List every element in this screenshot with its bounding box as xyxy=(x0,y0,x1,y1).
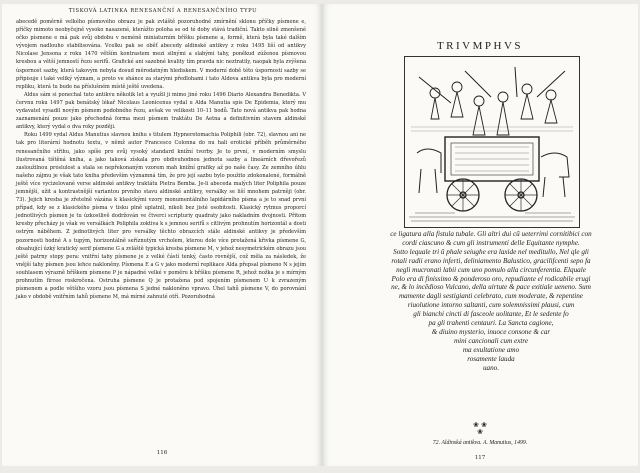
text-line: uano. xyxy=(482,363,500,372)
page-number-right: 117 xyxy=(474,455,486,461)
text-line: cordi ciascuno & cum gli instrumenti delle Equitante nymphe. xyxy=(402,238,580,247)
woodcut-illustration xyxy=(404,56,580,228)
paragraph: abecedě poměrně velkého písmového obrazu je pak zvláště pozoruhodné zmírnění sklonu příčky písmene e, příčky mimoto neobyčejně vysoko nasazené, kterážto poloha se od té doby stává tradiční. Takto silně zmenšené očko písmene e má pak svůj obdobu v neméně miniaturním bříšku písmene a, formě, která byla také dalším vývojem nadlouho stabilisována. Vcelku pak se oběť abecedy aldinské antikvy z roku 1495 liší od antikvy Nicolase Jensona z roku 1470 větším kontrastem mezi silnými a slabými tahy, poněkud zúženou písmovou kresbou a větší jemností řezu serifů. Grafické ani sazebné kvality tím pravda nic neztratily, naopak byla zvýšena úspornost sazby, která takovým nebyla dosud měrodatným hlediskem. V moderní době této úspornosti sazby se připisuje i také veliký význam, a proto ve shánce za starými předlohami i tato Aldova antikva byla pro moderní repliku, která tu bude na příslušném místě ještě uvedena. xyxy=(16,19,306,90)
text-line: pa gli trahenti centauri. La Sancta cagione, xyxy=(428,319,554,328)
fleuron-ornament xyxy=(322,422,638,436)
figure-caption: 72. Aldinská antikva. A. Manutius, 1499. xyxy=(432,440,528,446)
text-line: riuolutione intorno saltanti, cum solemnissimi plausi, cum xyxy=(407,301,575,310)
fleuron-row: ❀ ❀ xyxy=(473,421,487,429)
text-line: rotali radii erano inferti, deliniamento Balustico, gracilifcenti sepo fa xyxy=(391,256,591,265)
text-line: Sotto lequale tri ũ phale seiughe era laxide nel meditullo, Nel qle gli xyxy=(393,247,589,256)
paragraph: Roku 1499 vydal Aldus Manutius slavnou knihu s titulem Hypnerotomachia Poliphili (obr. 72), slavnou ani ne tak pro literární hodnotu textu, v němž autor Francesco Colonna do nu hali erotické příběh průměrného renesančního střihu, jako spíše pro svůj vysoký standard knižní tvorby. Je to první, v moderním smyslu ilustrovaná tištěná kniha, a jako taková získala pro obdivuhodnou jednotu sazby a lineárních dřevořezů zasloužilnou proslulost a stala se nepřekonaným vzorem mah knižní grafiky až po naše časy. Ze zemního úhlu našeho zájmu je však tato kniha především významná tím, že pro její sazbu bylo použito zdokonalené, formálně ještě více vycizelované verse aldinské antikvy traktátu Pietra Bemba. Je-li abeceda malých liter Poliphila pouze jemnější, užit a kontrastnější variantou prvního stavu aldinské antikvy, versálky se liší mnohem patrněji (obr. 73). Jejich kresba je zřetelně vázána k klasickými vzory monumentálního lapidárního písma a je to snad první případ, kdy se z klasického písma v tisku plně uplatnil, nikoli bez jisté osobitosti. Klasický rytmus proporcí jednotlivých písmen je tu úzkostlivě dodržován ve čtverci scripturiy quadraty jako nakladním dvojnosti. Přitom kresby přecházy je však ve versálkách Poliphila zoktiva k s jemnou serifů s citlivým prohnutím horizontál a dosti ostrým náběhem. Z jednotlivých liter pro versálky těchto obrazcích stále aldinské antikvy je především pozornosti hodné A s tupým, horizontálně seříznutým vrcholem, kterou dole více protažená křivka písmene G, obsahující úzký kratický serif písmene G a zvláště typická kresba písmene M, v jehož nesymetrickém obrazu jsou ještě patrny stopy pera: vnitřní tahy písmene je z velké částí tenký, často rovnější, což měla za následek, že vnější tahy písmen jsou lehce nakloněny. Písmena E a G v jako moderní replikace Alda přepsal písmeno N s jejím souhlasem výrazně bříškem písmene P je nápadné velké v poměru k bříšku písmene R, jehož nožka je s mírným prohnutím fírcee roskročena. Ostruha písmene Q je protažena pod spojením písmenem U k zvrazeným písmenem a podle většího vzoru jsou písmena S jedné nakloněno vpravo. Úhel tahů písmene V, do porovnání jako v obdobě vnitřním tahů písmene M, má mírné zahnuté otří. Pozoruhodná xyxy=(16,132,306,301)
text-line: mini cancionali cum extre xyxy=(453,336,529,345)
triumphal-chariot-woodcut xyxy=(405,57,579,227)
text-line: negli mucronati labii cum uno pomulo alla circunferentia. Elquale xyxy=(396,265,586,274)
paragraph: Aldus sám si ponechal tuto antikvu několik let a využil ji mimo jiné roku 1496 Diario Alexandra Benedikta. V červnu roku 1497 pak benátský lékař Nicolaus Leonicenus vydal u Alda Manutia spis De Epidemia, který mu vydavatel vysadil novým písmem podobného řezu, avšak ve velikosti 10–11 bodů. Tato nová antikva pak hodna zaznamenání pouze jako přechodná forma mezi písmem traktátu De Aetna a definitivním stavem aldinské antikvy, který vydal o dva roky později. xyxy=(16,91,306,131)
left-page xyxy=(2,4,322,466)
text-line: ce ligatura alla fistula tubale. Gli altri dui cũ ueterrimi cornitibici con xyxy=(390,230,592,238)
text-line: Polo era di finissimo & ponderoso oro, repudiante el rodicabile erugi xyxy=(391,274,591,283)
text-line: ne, & lo incẽdioso Vulcano, della uirtute & pace exitiale ueneno. Sum xyxy=(391,283,591,292)
text-line: ma exultatione amo xyxy=(462,345,520,354)
text-line: mamente dagli sestigianti celebrato, cum moderate, & repentine xyxy=(399,292,583,301)
right-page xyxy=(322,4,638,466)
page-number-left: 116 xyxy=(156,450,168,456)
text-line: & diuino mysterio, inuoce consone & car xyxy=(431,327,551,336)
running-head: TISKOVÁ LATINKA RENESANČNÍ A RENESANČNÍHO TYPU xyxy=(68,8,258,14)
body-text xyxy=(16,18,306,301)
italic-text-block xyxy=(364,230,618,373)
text-line: rosamente lauda xyxy=(467,354,515,363)
woodcut-title: TRIVMPHVS xyxy=(436,40,524,52)
text-line: gli bianchi cincti di fasceole uolitante, Et le sedente fo xyxy=(413,310,569,319)
fleuron-row: ❀ xyxy=(477,428,483,436)
